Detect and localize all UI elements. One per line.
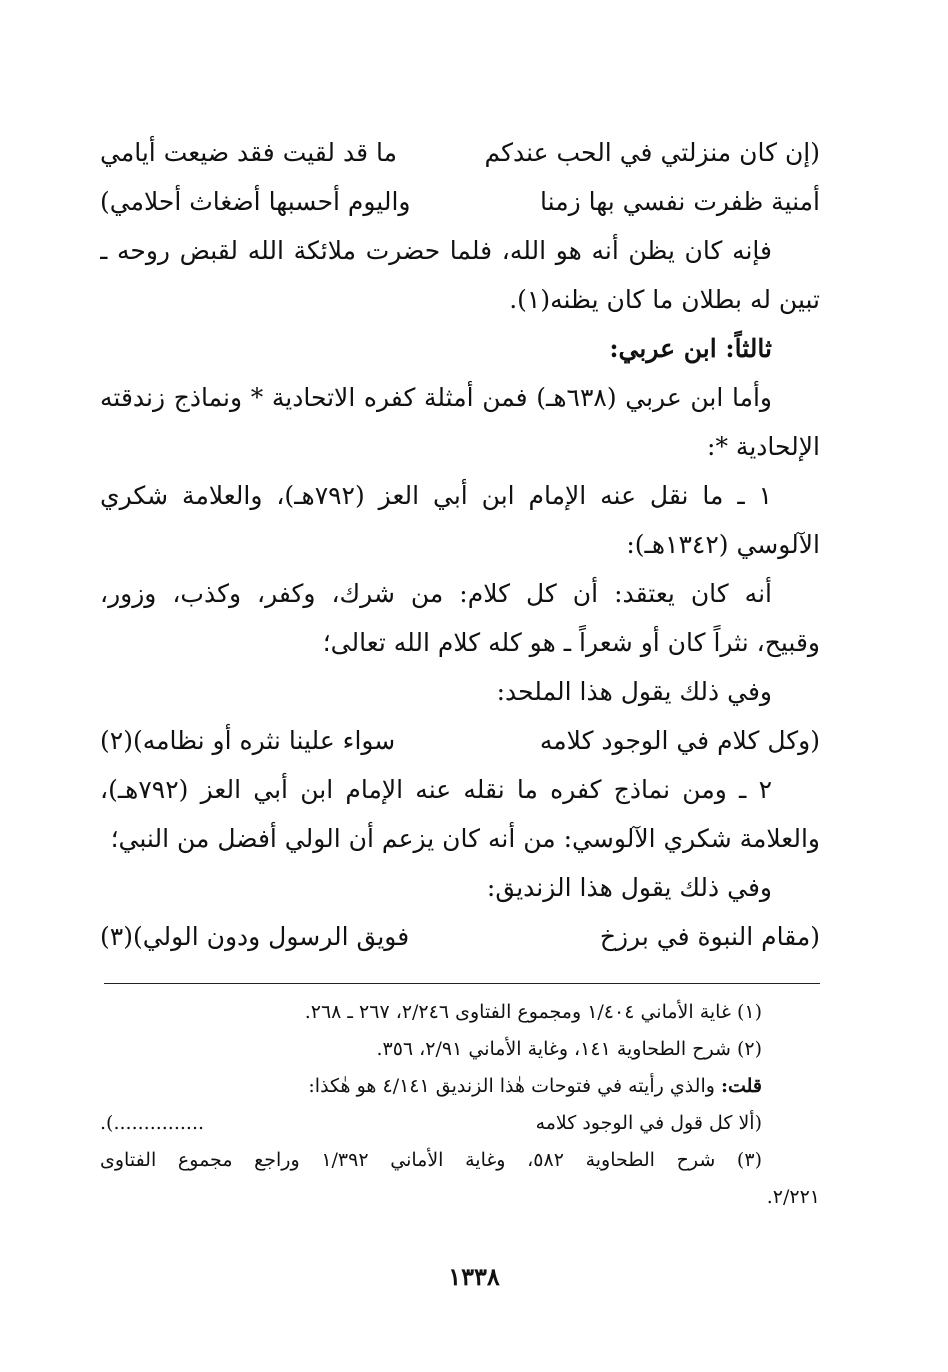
verse-second-hemistich: سواء علينا نثره أو نظامه)(٢)	[100, 726, 396, 755]
paragraph-line: فإنه كان يظن أنه هو الله، فلما حضرت ملائكة الله لقبض روحه ـ	[100, 236, 772, 265]
verse-line	[100, 128, 820, 177]
verse-first-hemistich: (ألا كل قول في الوجود كلامه	[535, 1112, 762, 1134]
verse-line	[100, 912, 820, 961]
paragraph-line: وقبيح، نثراً كان أو شعراً ـ هو كله كلام الله تعالى؛	[322, 628, 820, 657]
section-heading: ثالثاً: ابن عربي:	[609, 334, 772, 363]
verse-first-hemistich: (وكل كلام في الوجود كلامه	[539, 726, 820, 755]
verse-line	[100, 716, 820, 765]
verse-second-hemistich: فويق الرسول ودون الولي)(٣)	[100, 922, 410, 951]
note-label: قلت:	[720, 1075, 762, 1097]
verse-first-hemistich: أمنية ظفرت نفسي بها زمنا	[540, 187, 820, 216]
paragraph-line: تبين له بطلان ما كان يظنه(١).	[509, 285, 820, 314]
paragraph-line: وفي ذلك يقول هذا الملحد:	[496, 677, 772, 706]
footnote-1: (١) غاية الأماني ١/٤٠٤ ومجموع الفتاوى ٢/٢٤٦، ٢٦٧ ـ ٢٦٨.	[304, 1001, 762, 1023]
paragraph-line: الإلحادية *:	[707, 432, 820, 461]
verse-second-hemistich: ما قد لقيت فقد ضيعت أيامي	[100, 138, 398, 167]
verse-line	[100, 177, 820, 226]
paragraph-line: ١ ـ ما نقل عنه الإمام ابن أبي العز (٧٩٢هـ)، والعلامة شكري	[100, 481, 772, 510]
paragraph-line: الآلوسي (١٣٤٢هـ):	[626, 530, 820, 559]
verse-first-hemistich: (مقام النبوة في برزخ	[599, 922, 820, 951]
footnote-verse	[100, 1105, 820, 1142]
main-text	[100, 128, 820, 961]
footnote-2: (٢) شرح الطحاوية ١٤١، وغاية الأماني ٢/٩١، ٣٥٦.	[376, 1038, 762, 1060]
verse-second-hemistich: واليوم أحسبها أضغاث أحلامي)	[100, 187, 411, 216]
verse-second-hemistich: ...............).	[100, 1112, 205, 1134]
footnote-3: (٣) شرح الطحاوية ٥٨٢، وغاية الأماني ١/٣٩٢ وراجع مجموع الفتاوى	[100, 1149, 762, 1171]
page-number: ١٣٣٨	[448, 1262, 500, 1291]
verse-first-hemistich: (إن كان منزلتي في الحب عندكم	[484, 138, 820, 167]
footnote-note	[100, 1068, 820, 1105]
paragraph-line: وفي ذلك يقول هذا الزنديق:	[486, 873, 772, 902]
paragraph-line: أنه كان يعتقد: أن كل كلام: من شرك، وكفر، وكذب، وزور،	[100, 579, 772, 608]
footnote-3-continuation: ٢/٢٢١.	[766, 1186, 820, 1208]
paragraph-line: ٢ ـ ومن نماذج كفره ما نقله عنه الإمام ابن أبي العز (٧٩٢هـ)،	[100, 775, 772, 804]
note-text: والذي رأيته في فتوحات هٰذا الزنديق ٤/١٤١ هو هٰكذا:	[308, 1075, 721, 1097]
paragraph-line: وأما ابن عربي (٦٣٨هـ) فمن أمثلة كفره الاتحادية * ونماذج زندقته	[100, 383, 772, 412]
footnote-separator	[104, 983, 820, 984]
paragraph-line: والعلامة شكري الآلوسي: من أنه كان يزعم أن الولي أفضل من النبي؛	[110, 824, 820, 853]
footnotes	[100, 994, 820, 1216]
